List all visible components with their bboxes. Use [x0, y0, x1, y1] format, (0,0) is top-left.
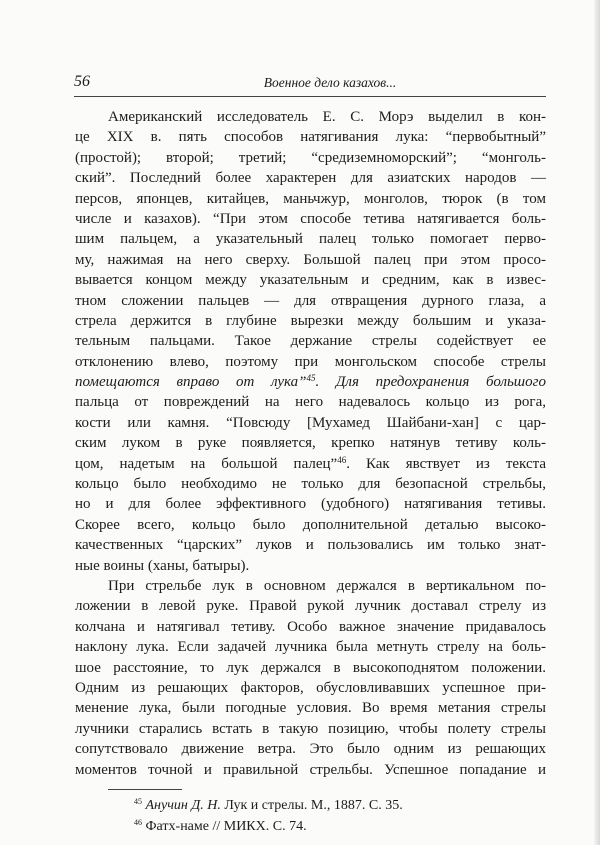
- text-line: качественных “царских” луков и пользовались им только знат-: [75, 537, 546, 554]
- text-line: ским луком в руке появляется, крепко натянув тетиву коль-: [75, 435, 546, 452]
- text-line: [75, 372, 546, 392]
- text-line: кольцо было необходимо не только для безопасной стрельбы,: [75, 476, 546, 493]
- text-line: тном сложении пальцев — для отвращения дурного глаза, а: [75, 292, 546, 309]
- paragraph-2: [75, 576, 546, 780]
- text: . Как явствует из текста: [346, 455, 546, 472]
- text-line: це XIX в. пять способов натягивания лука: “первобытный”: [75, 129, 546, 146]
- quote-text: цом, надетым на большой палец”: [75, 455, 338, 472]
- text-line: Американский исследователь Е. С. Морэ выделил в кон-: [108, 109, 546, 125]
- text-line: сопутствовало движение ветра. Это было одним из решающих: [75, 741, 546, 758]
- text-line: [75, 454, 546, 474]
- text-line: стрела держится в глубине вырезки между большим и указа-: [75, 312, 546, 329]
- text-line: наклону лука. Если задачей лучника была метнуть стрелу на боль-: [75, 639, 546, 656]
- body-text: [75, 107, 546, 780]
- text-line: моментов точной и правильной стрельбы. Успешное попадание и: [75, 761, 546, 778]
- footnote-number: 45: [134, 797, 142, 806]
- text-line: числе и казахов). “При этом способе тетива натягивается боль-: [75, 210, 546, 227]
- text-line: отклонению влево, поэтому при монгольском способе стрелы: [75, 353, 546, 370]
- text-line: ложении в левой руке. Правой рукой лучник доставал стрелу из: [75, 598, 546, 615]
- footnotes: [134, 795, 403, 837]
- text-line: Скорее всего, кольцо было дополнительной деталью высоко-: [75, 516, 546, 533]
- footnote-46: [134, 816, 403, 837]
- text-line: кости или камня. “Повсюду [Мухамед Шайбани-хан] с цар-: [75, 414, 546, 431]
- running-title: Военное дело казахов...: [263, 75, 397, 90]
- footnote-text: Лук и стрелы. М., 1887. С. 35.: [220, 798, 403, 813]
- footnote-ref-45[interactable]: 45: [306, 373, 316, 384]
- footnote-text: Фатх-наме // МИКХ. С. 74.: [145, 819, 307, 834]
- text-line: (простой); второй; третий; “средиземноморский”; “монголь-: [75, 149, 546, 166]
- text-line: Одним из решающих факторов, обусловливавших успешное при-: [75, 679, 546, 696]
- text-line: персов, японцев, китайцев, маньчжур, монголов, тюрок (в том: [75, 190, 546, 207]
- header-rule: [74, 96, 546, 97]
- footnote-author: Анучин Д. Н.: [145, 798, 221, 813]
- quote-text: помещаются вправо от лука”: [75, 374, 307, 391]
- text-line: колчана и натягивал тетиву. Особо важное значение придавалось: [75, 618, 546, 635]
- text-line: ский”. Последний более характерен для азиатских народов —: [75, 170, 546, 187]
- italic-text: . Для предохранения большого: [315, 374, 546, 391]
- text-line: лучники старались встать в такую позицию, чтобы полету стрелы: [75, 720, 546, 737]
- text-line: но и для более эффективного (удобного) натягивания тетивы.: [75, 496, 546, 513]
- footnote-ref-46[interactable]: 46: [337, 454, 347, 465]
- page-edge-shadow: [594, 0, 600, 845]
- text-line: тельным пальцами. Такое держание стрелы содействует ее: [75, 333, 546, 350]
- text-line: шое расстояние, то лук держался в высокоподнятом положении.: [75, 659, 546, 676]
- text-line: ные воины (ханы, батыры).: [75, 557, 250, 574]
- text-line: вывается концом между указательным и средним, как в извес-: [75, 272, 546, 289]
- footnote-rule: [108, 789, 182, 790]
- text-line: пальца от повреждений на него надевалось кольцо из рога,: [75, 394, 546, 411]
- text-line: шим пальцем, а указательный палец только помогает перво-: [75, 231, 546, 248]
- text-line: му, нажимая на него сверху. Большой палец при этом просо-: [75, 251, 546, 268]
- footnote-45: [134, 795, 403, 816]
- page-number: 56: [74, 73, 90, 90]
- footnote-number: 46: [134, 818, 142, 827]
- text-line: менение лука, были погодные условия. Во время метания стрелы: [75, 700, 546, 717]
- paragraph-1: [75, 107, 546, 576]
- text-line: При стрельбе лук в основном держался в вертикальном по-: [108, 577, 546, 594]
